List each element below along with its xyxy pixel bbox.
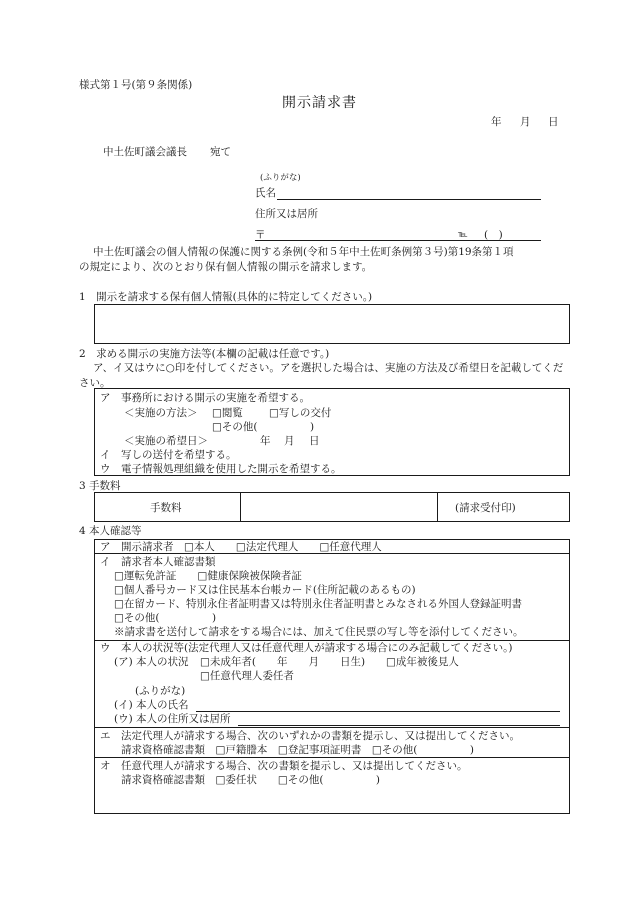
requester-furigana: (ふりがな)	[260, 173, 301, 183]
postal-mark: 〒	[255, 229, 266, 241]
section-4-heading: 4 本人確認等	[79, 525, 142, 537]
id-docs-title: イ 請求者本人確認書類	[100, 556, 216, 568]
tel-paren: ( )	[484, 229, 503, 241]
identity-row-divider-4	[94, 757, 570, 758]
tel-label: ℡	[458, 230, 468, 240]
principal-agent-checkbox[interactable]: □任意代理人委任者	[200, 670, 294, 682]
fee-table-divider-1	[240, 492, 241, 522]
fee-table-divider-2	[437, 492, 438, 522]
method-label: ＜実施の方法＞	[124, 407, 198, 419]
method-other-checkbox[interactable]: □その他( )	[212, 421, 315, 433]
principal-status-prefix: (ア) 本人の状況	[114, 656, 189, 668]
document-title: 開示請求書	[282, 95, 357, 111]
section-2-note-line-1: ア、イ又はウに○印を付してください。アを選択した場合は、実施の方法及び希望日を記載してくだ	[93, 362, 564, 374]
principal-furigana: (ふりがな)	[135, 685, 186, 697]
principal-address-field[interactable]	[238, 725, 560, 726]
principal-status-title: ウ 本人の状況等(法定代理人又は任意代理人が請求する場合にのみ記載してください。)	[100, 642, 513, 654]
desired-date-month: 月	[284, 435, 295, 447]
requester-type-row[interactable]: ア 開示請求者 □本人 □法定代理人 □任意代理人	[100, 541, 382, 553]
section-1-input-box[interactable]	[94, 304, 570, 344]
principal-name-label: (イ) 本人の氏名	[114, 699, 189, 711]
date-month-label: 月	[520, 116, 531, 128]
id-docs-line-2[interactable]: □個人番号カード又は住民基本台帳カード(住所記載のあるもの)	[114, 584, 416, 596]
form-number: 様式第１号(第９条関係)	[79, 79, 193, 91]
method-copy-checkbox[interactable]: □写しの交付	[269, 407, 332, 419]
addressee-name: 中土佐町議会議長	[103, 146, 187, 158]
fee-label: 手数料	[150, 502, 182, 514]
intro-line-1: 中土佐町議会の個人情報の保護に関する条例(令和５年中土佐町条例第３号)第19条第１項	[93, 246, 514, 258]
requester-name-label: 氏名	[255, 187, 276, 199]
section-1-heading: 1 開示を請求する保有個人情報(具体的に特定してください。)	[79, 291, 373, 303]
request-stamp-label: (請求受付印)	[455, 502, 516, 514]
option-u-electronic[interactable]: ウ 電子情報処理組織を使用した開示を希望する。	[100, 463, 342, 475]
section-2-heading: 2 求める開示の実施方法等(本欄の記載は任意です。)	[79, 348, 330, 360]
principal-address-label: (ウ) 本人の住所又は居所	[114, 713, 231, 725]
identity-row-divider-2	[94, 640, 570, 641]
id-docs-line-4[interactable]: □その他( )	[114, 612, 217, 624]
option-a-office-viewing[interactable]: ア 事務所における開示の実施を希望する。	[100, 392, 310, 404]
identity-row-divider-1	[94, 553, 570, 554]
principal-guardian-checkbox[interactable]: □成年被後見人	[386, 656, 459, 668]
intro-line-2: の規定により、次のとおり保有個人情報の開示を請求します。	[79, 261, 373, 273]
requester-address-label: 住所又は居所	[255, 208, 318, 220]
date-year-label: 年	[491, 116, 502, 128]
desired-date-day: 日	[309, 435, 320, 447]
addressee-honorific: 宛て	[210, 146, 231, 158]
legal-rep-docs-line-1: エ 法定代理人が請求する場合、次のいずれかの書類を提示し、又は提出してください。	[100, 730, 520, 742]
method-view-checkbox[interactable]: □閲覧	[212, 407, 243, 419]
option-i-mail-copy[interactable]: イ 写しの送付を希望する。	[100, 449, 237, 461]
id-docs-note: ※請求書を送付して請求をする場合には、加えて住民票の写し等を添付してください。	[114, 626, 524, 638]
desired-date-year: 年	[260, 435, 271, 447]
requester-name-field[interactable]	[277, 199, 541, 200]
voluntary-rep-docs-line-1: オ 任意代理人が請求する場合、次の書類を提示し、又は提出してください。	[100, 760, 468, 772]
principal-name-field[interactable]	[196, 711, 560, 712]
desired-date-label: ＜実施の希望日＞	[124, 435, 208, 447]
id-docs-line-3[interactable]: □在留カード、特別永住者証明書又は特別永住者証明書とみなされる外国人登録証明書	[114, 598, 522, 610]
section-3-heading: 3 手数料	[79, 480, 121, 492]
fee-value-cell[interactable]	[242, 494, 435, 520]
legal-rep-docs-line-2[interactable]: 請求資格確認書類 □戸籍謄本 □登記事項証明書 □その他( )	[121, 744, 474, 756]
section-2-note-line-2: さい。	[79, 377, 111, 389]
identity-row-divider-3	[94, 727, 570, 728]
id-docs-line-1[interactable]: □運転免許証 □健康保険被保険者証	[114, 570, 302, 582]
principal-minor-checkbox[interactable]: □未成年者( 年 月 日生)	[200, 656, 366, 668]
date-day-label: 日	[548, 116, 559, 128]
voluntary-rep-docs-line-2[interactable]: 請求資格確認書類 □委任状 □その他( )	[121, 774, 381, 786]
